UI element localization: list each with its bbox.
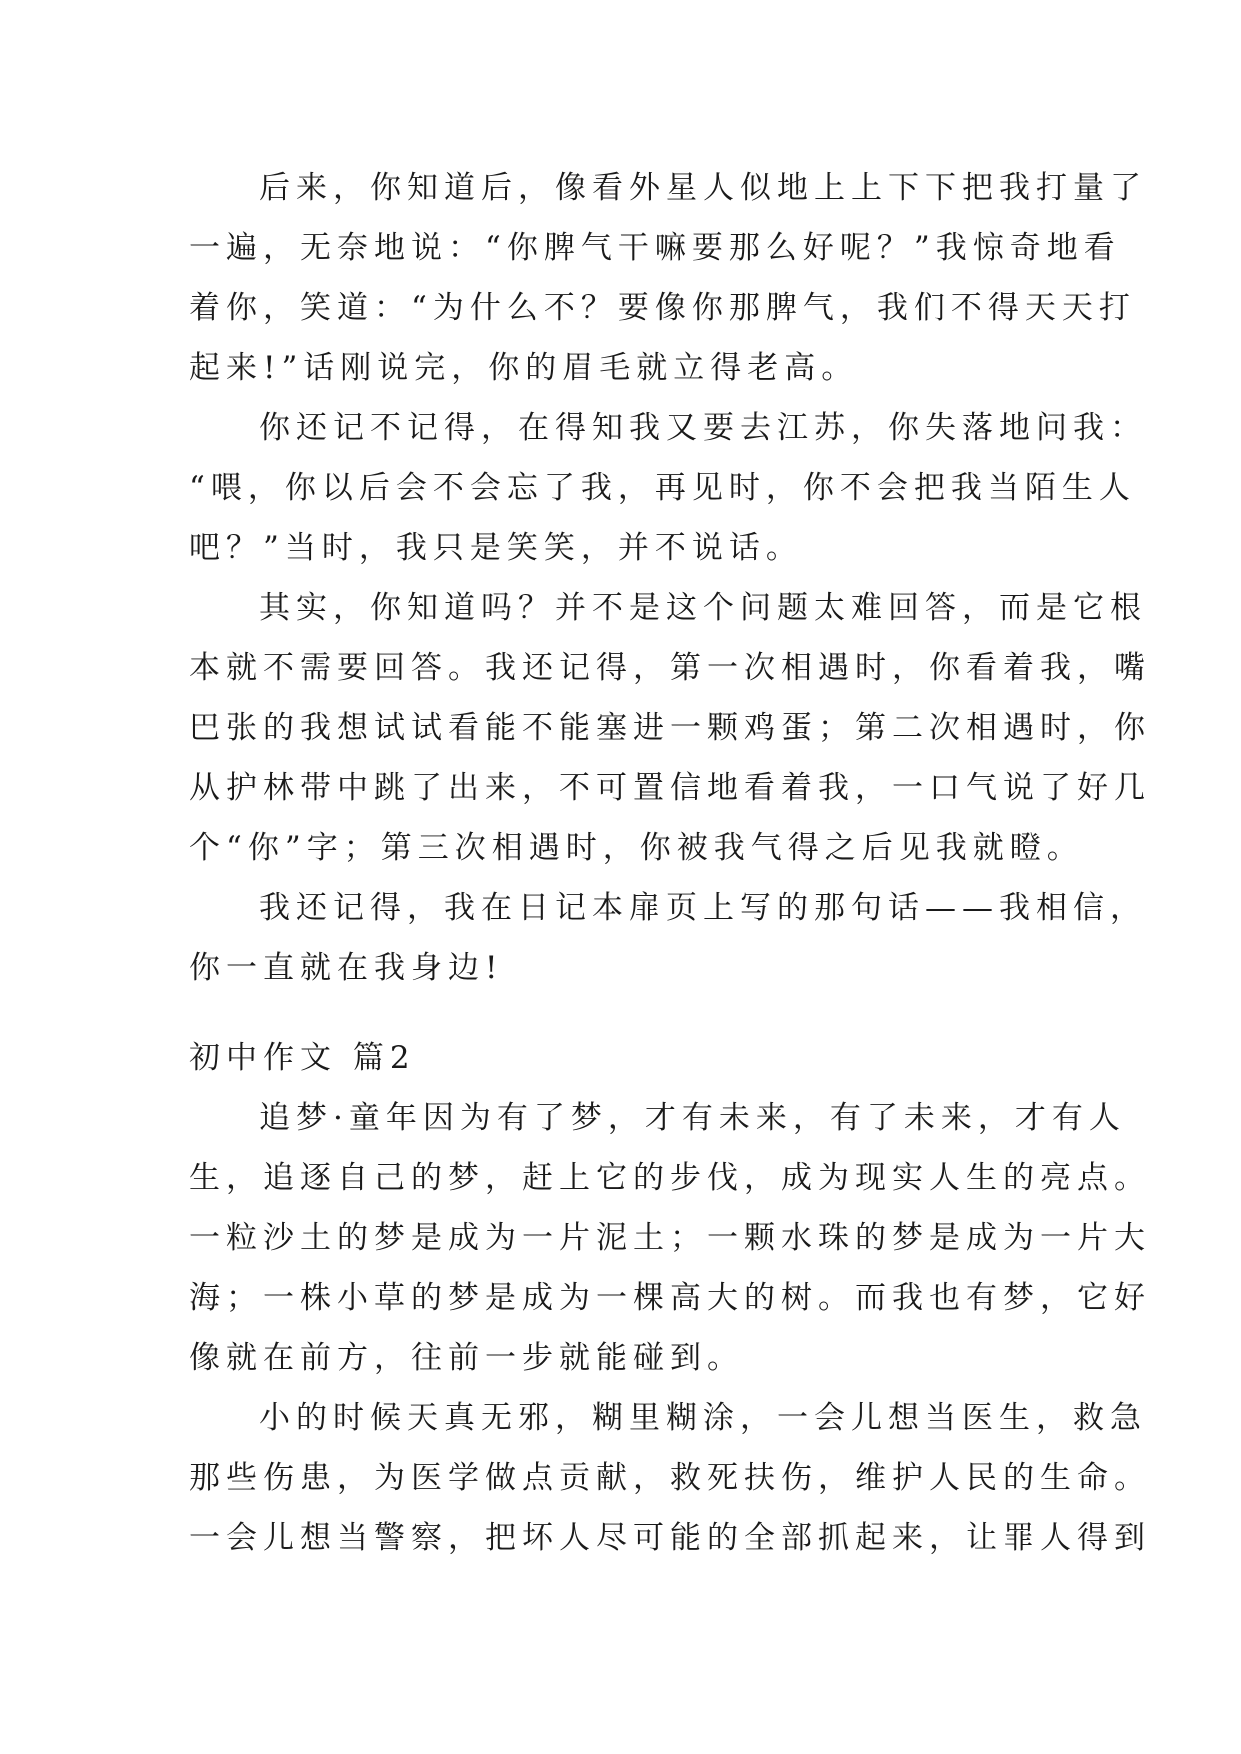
essay-section-1	[189, 158, 1151, 998]
paragraph-line: 海；一株小草的梦是成为一棵高大的树。而我也有梦，它好	[189, 1280, 1151, 1316]
paragraph-line: 起来!”话刚说完，你的眉毛就立得老高。	[189, 350, 859, 386]
paragraph-line: 巴张的我想试试看能不能塞进一颗鸡蛋；第二次相遇时，你	[189, 710, 1151, 746]
paragraph-line: 其实，你知道吗？并不是这个问题太难回答，而是它根	[259, 590, 1147, 626]
paragraph-line: 一粒沙土的梦是成为一片泥土；一颗水珠的梦是成为一片大	[189, 1220, 1151, 1256]
essay-section-2	[189, 1028, 1151, 1568]
paragraph-line: 你还记不记得，在得知我又要去江苏，你失落地问我：	[259, 410, 1147, 446]
paragraph-line: 我还记得，我在日记本扉页上写的那句话——我相信，	[259, 890, 1147, 926]
paragraph-line: 着你，笑道：“为什么不？要像你那脾气，我们不得天天打	[189, 290, 1136, 326]
paragraph-line: 追梦·童年因为有了梦，才有未来，有了未来，才有人	[259, 1100, 1126, 1136]
paragraph-line: 从护林带中跳了出来，不可置信地看着我，一口气说了好几	[189, 770, 1151, 806]
paragraph-line: 一会儿想当警察，把坏人尽可能的全部抓起来，让罪人得到	[189, 1520, 1151, 1556]
paragraph-line: 生，追逐自己的梦，赶上它的步伐，成为现实人生的亮点。	[189, 1160, 1151, 1196]
paragraph-line: 个“你”字；第三次相遇时，你被我气得之后见我就瞪。	[189, 830, 1084, 866]
section-heading: 初中作文 篇2	[189, 1040, 416, 1076]
paragraph-line: 你一直就在我身边!	[189, 950, 504, 986]
paragraph-line: “喂，你以后会不会忘了我，再见时，你不会把我当陌生人	[189, 470, 1136, 506]
paragraph-line: 一遍，无奈地说：“你脾气干嘛要那么好呢？”我惊奇地看	[189, 230, 1121, 266]
paragraph-line: 本就不需要回答。我还记得，第一次相遇时，你看着我，嘴	[189, 650, 1151, 686]
paragraph-line: 像就在前方，往前一步就能碰到。	[189, 1340, 744, 1376]
paragraph-line: 后来，你知道后，像看外星人似地上上下下把我打量了	[259, 170, 1147, 206]
paragraph-line: 小的时候天真无邪，糊里糊涂，一会儿想当医生，救急	[259, 1400, 1147, 1436]
paragraph-line: 那些伤患，为医学做点贡献，救死扶伤，维护人民的生命。	[189, 1460, 1151, 1496]
paragraph-line: 吧？”当时，我只是笑笑，并不说话。	[189, 530, 803, 566]
